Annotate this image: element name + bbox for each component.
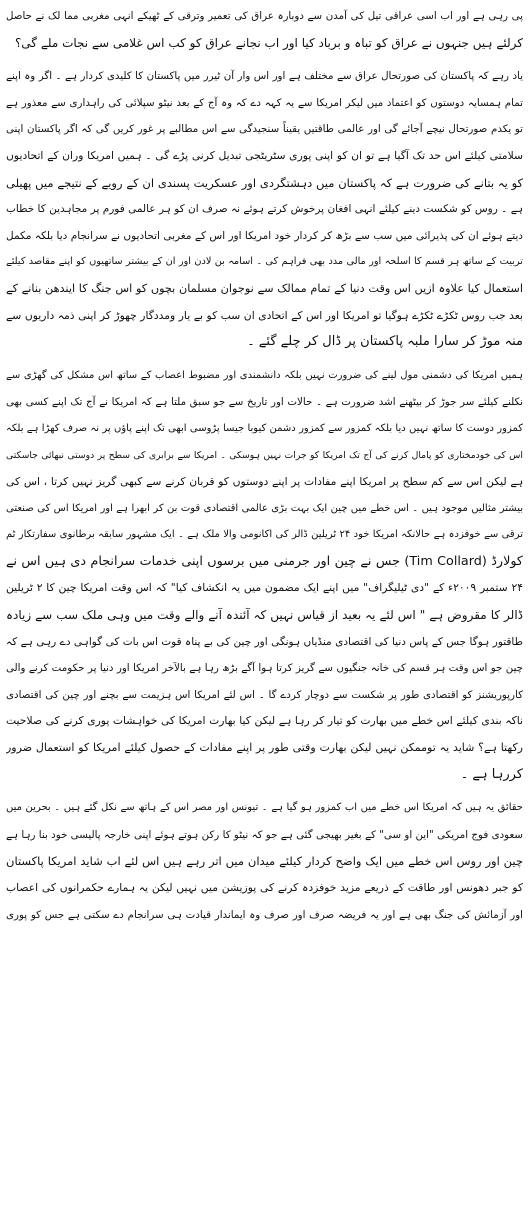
text-line: ہمیں امریکا کی دشمنی مول لینے کی ضرورت نہیں بلکہ دانشمندی اور مضبوط اعصاب کے ساتھ اس مشکل کی گھڑی سے — [6, 369, 523, 381]
paragraph-facts — [6, 795, 523, 928]
paragraph-pakistan-role — [6, 63, 523, 356]
text-line: تربیت کے ساتھ ہر قسم کا اسلحہ اور مالی مدد بھی فراہم کی ۔ اسامہ بن لادن اور ان کے بیشتر ساتھیوں کو اپنے مقاصد کیلئے — [6, 256, 523, 268]
text-line: سلامتی کیلئے اس حد تک آگیا ہے تو ان کو اپنی پوری سٹریٹجی تبدیل کرنی پڑے گی ۔ ہمیں امریکا وران کے اتحادیوں — [6, 148, 523, 162]
text-line: چین اور روس اس خطے میں ایک واضح کردار کیلئے میدان میں اتر رہے ہیں اس لئے اب شاید امریکا پاکستان — [6, 854, 523, 869]
text-line: تمام ہمسایہ دوستوں کو اعتماد میں لیکر امریکا سے یہ کہہ دے کہ وہ آج کے بعد نیٹو سپلائی کی راہداری سے معذور ہے — [6, 96, 523, 109]
text-line: کمزور دوست کا ساتھ نہیں دیا بلکہ کمزور سے کمزور دشمن کیوبا جیسا پڑوسی ابھی تک اپنے پاؤں پر نہ صرف کھڑا ہے بلکہ — [6, 422, 523, 434]
text-line: استعمال کیا علاوہ ازیں اس وقت دنیا کے تمام ممالک سے نوجوان مسلمان بچوں کو اس جنگ کا ایندھن بنانے کے — [6, 281, 523, 295]
text-line: ترقی سے خوفزدہ ہے حالانکہ امریکا خود ۲۴ ٹریلین ڈالر کی اکانومی والا ملک ہے ۔ ایک مشہور سابقہ برطانوی سفارتکار ٹم — [6, 529, 523, 541]
text-line: بیشتر مثالیں موجود ہیں ۔ اس خطے میں چین ایک بہت بڑی عالمی اقتصادی قوت بن کر ابھرا ہے اور امریکا اس کی صنعتی — [6, 502, 523, 514]
text-line: حقائق یہ ہیں کہ امریکا اس خطے میں اب کمزور ہو گیا ہے ۔ تیونس اور مصر اس کے ہاتھ سے نکل گئے ہیں ۔ بحرین میں — [6, 802, 523, 814]
text-line: کو جبر دھونس اور طاقت کے ذریعے مزید خوفزدہ کرنے کی پوزیشن میں نہیں لیکن یہ ہمارے حکمرانوں کی اعصاب — [6, 881, 523, 894]
text-line: ڈالر کا مقروض ہے " اس لئے یہ بعید از قیاس نہیں کہ آئندہ آنے والے وقت میں وہی ملک سب سے زیادہ — [6, 608, 523, 623]
text-line: کارپوریشنز کو اقتصادی طور پر شکست سے دوچار کردے گا ۔ اس لئے امریکا اس ہزیمت سے بچنے اور چین کی اقتصادی — [6, 688, 523, 701]
text-line: کرلئے ہیں جنہوں نے عراق کو تباہ و برباد کیا اور اب نجانے عراق کو کب اس غلامی سے نجات ملے گی؟ — [14, 35, 523, 50]
text-line: اور آزمائش کی جنگ بھی ہے اور یہ فریضہ صرف اور صرف وہ ایماندار قیادت ہی سرانجام دے سکتی ہے جس کو پوری — [6, 908, 523, 921]
text-line: نکلنے کیلئے سر جوڑ کر بیٹھنے اشد ضرورت ہے ۔ حالات اور تاریخ سے جو سبق ملتا ہے کہ امریکا نے آج تک اپنے کسی بھی — [6, 396, 523, 409]
paragraph-america-china — [6, 363, 523, 789]
text-line: ہے لیکن اس سے کم سطح پر امریکا اپنے مفادات پر اپنے دوستوں کو قربان کرنے سے کبھی گریز نہیں کرتا ، اس کی — [6, 475, 523, 489]
text-line: پی رہی ہے اور اب اسی عراقی تیل کی آمدن سے دوبارہ عراق کی تعمیر وترقی کے ٹھیکے انہی مغربی مما لک نے حاصل — [6, 10, 523, 22]
text-line: ناکہ بندی کیلئے اس خطے میں بھارت کو تیار کر رہا ہے لیکن کیا بھارت امریکا کی خواہشات پوری کرنے کی صلاحیت — [6, 714, 523, 728]
paragraph-iraq-oil — [6, 3, 523, 56]
text-line: کو یہ بتانے کی ضرورت ہے کہ پاکستان میں دہشتگردی اور عسکریت پسندی ان کے رویے کے نتیجے میں پھیلی — [6, 175, 523, 190]
text-line: طاقتور ہوگا جس کے پاس دنیا کی اقتصادی منڈیاں ہونگی اور چین کی بے پناہ قوت اس بات کی گواہی دے رہی ہے کہ — [6, 635, 523, 648]
text-line: منہ موڑ کر سارا ملبہ پاکستان پر ڈال کر چلے گئے ۔ — [247, 334, 523, 350]
text-line: تو یکدم صورتحال نیچے آجائے گی اور عالمی طاقتیں یقیناً سنجیدگی سے اس مطالبے پر غور کریں گی کہ اگر پاکستان اپنی — [6, 123, 523, 136]
text-line: ہے ۔ روس کو شکست دینے کیلئے انہی افغان پرخوش کرتے ہوئے نہ صرف ان کو ہر عالمی فورم پر مجاہدین کا خطاب — [6, 203, 523, 216]
text-line: اس کی خودمختاری کو پامال کرنے کی آج تک امریکا کو جرات نہیں ہوسکی ۔ امریکا سے برابری کی سطح پر دوستی نبھائی جاسکتی — [6, 449, 523, 461]
text-line: یاد رہے کہ پاکستان کی صورتحال عراق سے مختلف ہے اور اس وار آن ٹیرر میں پاکستان کا کلیدی کردار ہے ۔ اگر وہ اپنے — [6, 70, 523, 83]
text-line: بعد جب روس ٹکڑے ٹکڑے ہوگیا تو امریکا اور اس کے اتحادی ان سب کو بے یار ومددگار چھوڑ کر اپنی ذمہ داریوں سے — [6, 308, 523, 322]
text-line: کررہا ہے ۔ — [460, 766, 523, 782]
text-line: چین جو اس وقت ہر قسم کی خانہ جنگیوں سے گریز کرتا ہوا آگے بڑھ رہا ہے بالآخر امریکا اور دنیا پر حکومت کرنے والی — [6, 662, 523, 675]
text-line: سعودی فوج امریکی "این او سی" کے بغیر بھیجی گئی ہے جو کہ نیٹو کا رکن ہوتے ہوئے اپنی خارجہ پالیسی خود بنا رہا ہے — [6, 828, 523, 841]
text-line: رکھتا ہے؟ شاید یہ توممکن نہیں لیکن بھارت وقتی طور پر اپنے مفادات کے حصول کیلئے امریکا کو استعمال ضرور — [6, 741, 523, 755]
text-line: ۲۴ ستمبر ۲۰۰۹ء کے "دی ٹیلیگراف" میں اپنے ایک مضمون میں یہ انکشاف کیا" کہ اس وقت امریکا چین کا ۲ ٹریلین — [6, 581, 523, 595]
text-line: دیتے ہوئے ان کی پذیرائی میں سب سے بڑھ کر کردار خود امریکا اور اس کے مغربی اتحادیوں نے سرانجام دیا بلکہ مکمل — [6, 229, 523, 242]
text-line: کولارڈ (Tim Collard) جس نے چین اور جرمنی میں برسوں اپنی خدمات سرانجام دی ہیں اس نے — [6, 553, 523, 569]
